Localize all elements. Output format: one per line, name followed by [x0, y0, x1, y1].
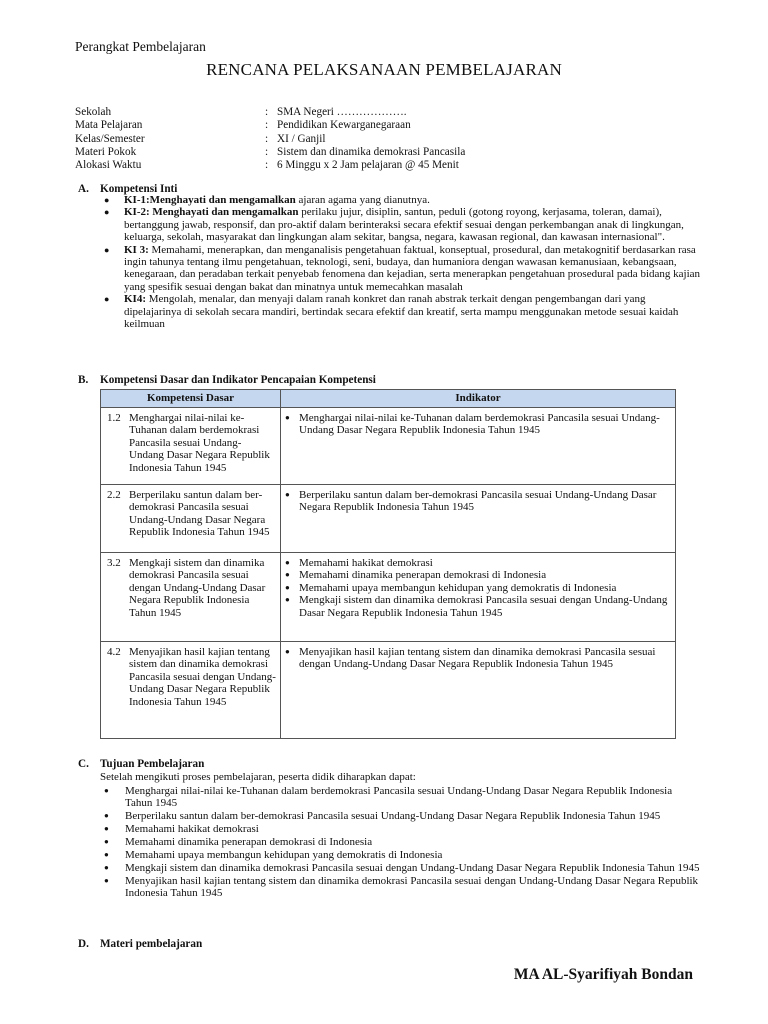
section-c-heading: C. Tujuan Pembelajaran	[78, 758, 205, 770]
indicator-text: Memahami upaya membangun kehidupan yang demokratis di Indonesia	[299, 581, 617, 594]
table-row	[101, 485, 676, 553]
tujuan-text: Memahami hakikat demokrasi	[125, 823, 259, 836]
ki-text: Mengolah, menalar, dan menyaji dalam ranah konkret dan ranah abstrak terkait dengan pengembangan dari yang dipelajarinya di sekolah secara mandiri, bertindak secara efektif dan kreatif, serta mampu menggunakan metode sesuai kaidah keilmuan	[124, 293, 679, 331]
indicator-text: Berperilaku santun dalam ber-demokrasi Pancasila sesuai Undang-Undang Dasar Negara Republik Indonesia Tahun 1945	[299, 489, 657, 514]
identity-label: Kelas/Semester	[75, 133, 145, 145]
section-d-heading: D. Materi pembelajaran	[78, 938, 203, 950]
tujuan-text: Berperilaku santun dalam ber-demokrasi Pancasila sesuai Undang-Undang Dasar Negara Republik Indonesia Tahun 1945	[125, 810, 661, 823]
list-item	[100, 194, 700, 206]
kd-number: 1.2	[107, 412, 121, 424]
school-name-footer: MA AL-Syarifiyah Bondan	[513, 966, 693, 983]
identity-label: Alokasi Waktu	[75, 159, 142, 171]
indicator-text: Mengkaji sistem dan dinamika demokrasi Pancasila sesuai dengan Undang-Undang Dasar Negara Republik Indonesia Tahun 1945	[299, 594, 668, 619]
bullet-icon: ●	[104, 824, 109, 834]
list-item	[100, 862, 700, 874]
header-kompetensi-dasar: Kompetensi Dasar	[101, 390, 281, 408]
identity-colon: :	[265, 146, 269, 158]
document-title: RENCANA PELAKSANAAN PEMBELAJARAN	[206, 60, 562, 79]
indicator-text: Menyajikan hasil kajian tentang sistem dan dinamika demokrasi Pancasila sesuai dengan Undang-Undang Dasar Negara Republik Indonesia Tahun 1945	[299, 646, 656, 671]
kd-cell	[101, 553, 281, 642]
indikator-cell	[281, 408, 676, 485]
bullet-icon: ●	[104, 862, 109, 872]
kd-text: Mengkaji sistem dan dinamika demokrasi Pancasila sesuai dengan Undang-Undang Dasar Negara Republik Indonesia Tahun 1945	[129, 557, 266, 619]
kd-text: Menghargai nilai-nilai ke-Tuhanan dalam berdemokrasi Pancasila sesuai Undang-Undang Dasar Negara Republik Indonesia Tahun 1945	[129, 412, 270, 474]
identity-row	[75, 159, 459, 171]
ki-text: ajaran agama yang dianutnya.	[295, 194, 430, 206]
list-item	[100, 785, 700, 810]
identity-value: SMA Negeri ……………….	[277, 106, 407, 118]
list-item	[100, 849, 700, 861]
kd-text: Berperilaku santun dalam ber-demokrasi Pancasila sesuai Undang-Undang Dasar Negara Republik Indonesia Tahun 1945	[129, 489, 270, 539]
bullet-icon: ●	[104, 294, 110, 305]
indicator-item	[285, 569, 671, 581]
bullet-icon: ●	[285, 582, 290, 592]
identity-row	[75, 146, 465, 158]
document-header-label: Perangkat Pembelajaran	[75, 39, 206, 54]
list-item	[100, 293, 700, 330]
bullet-icon: ●	[104, 244, 110, 255]
bullet-icon: ●	[104, 195, 110, 205]
ki-label: KI4:	[124, 293, 146, 306]
bullet-icon: ●	[104, 207, 110, 218]
identity-row	[75, 119, 411, 131]
indikator-cell	[281, 642, 676, 739]
identity-value: 6 Minggu x 2 Jam pelajaran @ 45 Menit	[277, 159, 459, 171]
list-item	[100, 836, 700, 848]
list-item	[100, 810, 700, 822]
identity-colon: :	[265, 106, 269, 118]
ki-text: perilaku jujur, disiplin, santun, peduli (gotong royong, kerjasama, toleran, damai), bertanggung jawab, responsif, dan pro-aktif dalam berinteraksi secara efektif sesuai dengan perkembangan anak di lingkungan, keluarga, sekolah, masyarakat dan lingkungan alam sekitar, bangsa, negara, kawasan regional, dan kawasan internasional".	[124, 206, 684, 244]
table-header-row	[101, 390, 676, 408]
bullet-icon: ●	[285, 413, 290, 422]
ki-text: Memahami, menerapkan, dan menganalisis pengetahuan faktual, konseptual, prosedural, dan metakognitif berdasarkan rasa ingin tahunya tentang ilmu pengetahuan, teknologi, seni, budaya, dan humaniora dengan wawasan kemanusiaan, kebangsaan, kenegaraan, dan peradaban terkait penyebab fenomena dan kejadian, serta menerapkan pengetahuan prosedural pada bidang kajian yang spesifik sesuai dengan bakat dan minatnya untuk memecahkan masalah	[124, 243, 701, 293]
table-row	[101, 642, 676, 739]
kd-cell	[101, 642, 281, 739]
kompetensi-inti-list	[100, 194, 700, 330]
identity-value: XI / Ganjil	[277, 133, 326, 145]
indicator-text: Memahami dinamika penerapan demokrasi di Indonesia	[299, 569, 547, 582]
identity-colon: :	[265, 119, 269, 131]
identity-value: Pendidikan Kewarganegaraan	[277, 119, 411, 131]
list-item	[100, 875, 700, 900]
header-indikator: Indikator	[281, 390, 676, 408]
identity-label: Materi Pokok	[75, 146, 137, 158]
bullet-icon: ●	[285, 570, 290, 580]
section-a-heading: A. Kompetensi Inti	[78, 183, 178, 195]
table-row	[101, 408, 676, 485]
indicator-item	[285, 489, 671, 514]
bullet-icon: ●	[285, 595, 290, 605]
identity-colon: :	[265, 159, 269, 171]
ki-label: KI-2: Menghayati dan mengamalkan	[124, 206, 299, 219]
identity-row	[75, 106, 407, 118]
bullet-icon: ●	[285, 558, 290, 567]
indikator-cell	[281, 485, 676, 553]
identity-value: Sistem dan dinamika demokrasi Pancasila	[277, 146, 466, 158]
ki-label: KI 3:	[124, 243, 149, 256]
tujuan-text: Menghargai nilai-nilai ke-Tuhanan dalam berdemokrasi Pancasila sesuai Undang-Undang Dasar Negara Republik Indonesia Tahun 1945	[125, 785, 673, 810]
indicator-text: Memahami hakikat demokrasi	[299, 557, 433, 569]
kd-number: 3.2	[107, 557, 121, 569]
list-item	[100, 823, 700, 835]
kd-cell	[101, 485, 281, 553]
bullet-icon: ●	[104, 786, 109, 795]
indicator-item	[285, 582, 671, 594]
kd-number: 2.2	[107, 489, 121, 501]
indikator-cell	[281, 553, 676, 642]
bullet-icon: ●	[104, 850, 109, 860]
kd-cell	[101, 408, 281, 485]
indicator-text: Menghargai nilai-nilai ke-Tuhanan dalam berdemokrasi Pancasila sesuai Undang-Undang Dasar Negara Republik Indonesia Tahun 1945	[299, 412, 660, 437]
kd-number: 4.2	[107, 646, 121, 658]
identity-colon: :	[265, 133, 269, 145]
bullet-icon: ●	[104, 875, 109, 885]
bullet-icon: ●	[285, 647, 290, 656]
indicator-item	[285, 412, 671, 437]
indicator-item	[285, 557, 671, 569]
bullet-icon: ●	[104, 837, 109, 847]
tujuan-text: Mengkaji sistem dan dinamika demokrasi Pancasila sesuai dengan Undang-Undang Dasar Negara Republik Indonesia Tahun 1945	[125, 861, 700, 874]
tujuan-list	[100, 785, 700, 900]
kd-text: Menyajikan hasil kajian tentang sistem dan dinamika demokrasi Pancasila sesuai dengan Undang-Undang Dasar Negara Republik Indonesia Tahun 1945	[129, 646, 276, 708]
identity-label: Mata Pelajaran	[75, 119, 143, 131]
indicator-item	[285, 646, 671, 671]
section-b-heading: B. Kompetensi Dasar dan Indikator Pencapaian Kompetensi	[78, 374, 376, 386]
ki-label: KI-1:Menghayati dan mengamalkan	[124, 194, 296, 206]
list-item	[100, 206, 700, 243]
table-row	[101, 553, 676, 642]
identity-label: Sekolah	[75, 106, 112, 118]
indicator-item	[285, 594, 671, 619]
tujuan-intro: Setelah mengikuti proses pembelajaran, peserta didik diharapkan dapat:	[100, 771, 416, 783]
bullet-icon: ●	[104, 811, 109, 821]
kd-indikator-table	[100, 389, 676, 739]
tujuan-text: Memahami dinamika penerapan demokrasi di Indonesia	[125, 836, 373, 849]
tujuan-text: Memahami upaya membangun kehidupan yang demokratis di Indonesia	[125, 849, 443, 862]
tujuan-text: Menyajikan hasil kajian tentang sistem dan dinamika demokrasi Pancasila sesuai dengan Undang-Undang Dasar Negara Republik Indonesia Tahun 1945	[125, 874, 699, 900]
bullet-icon: ●	[285, 490, 290, 499]
identity-row	[75, 133, 325, 145]
list-item	[100, 244, 700, 294]
